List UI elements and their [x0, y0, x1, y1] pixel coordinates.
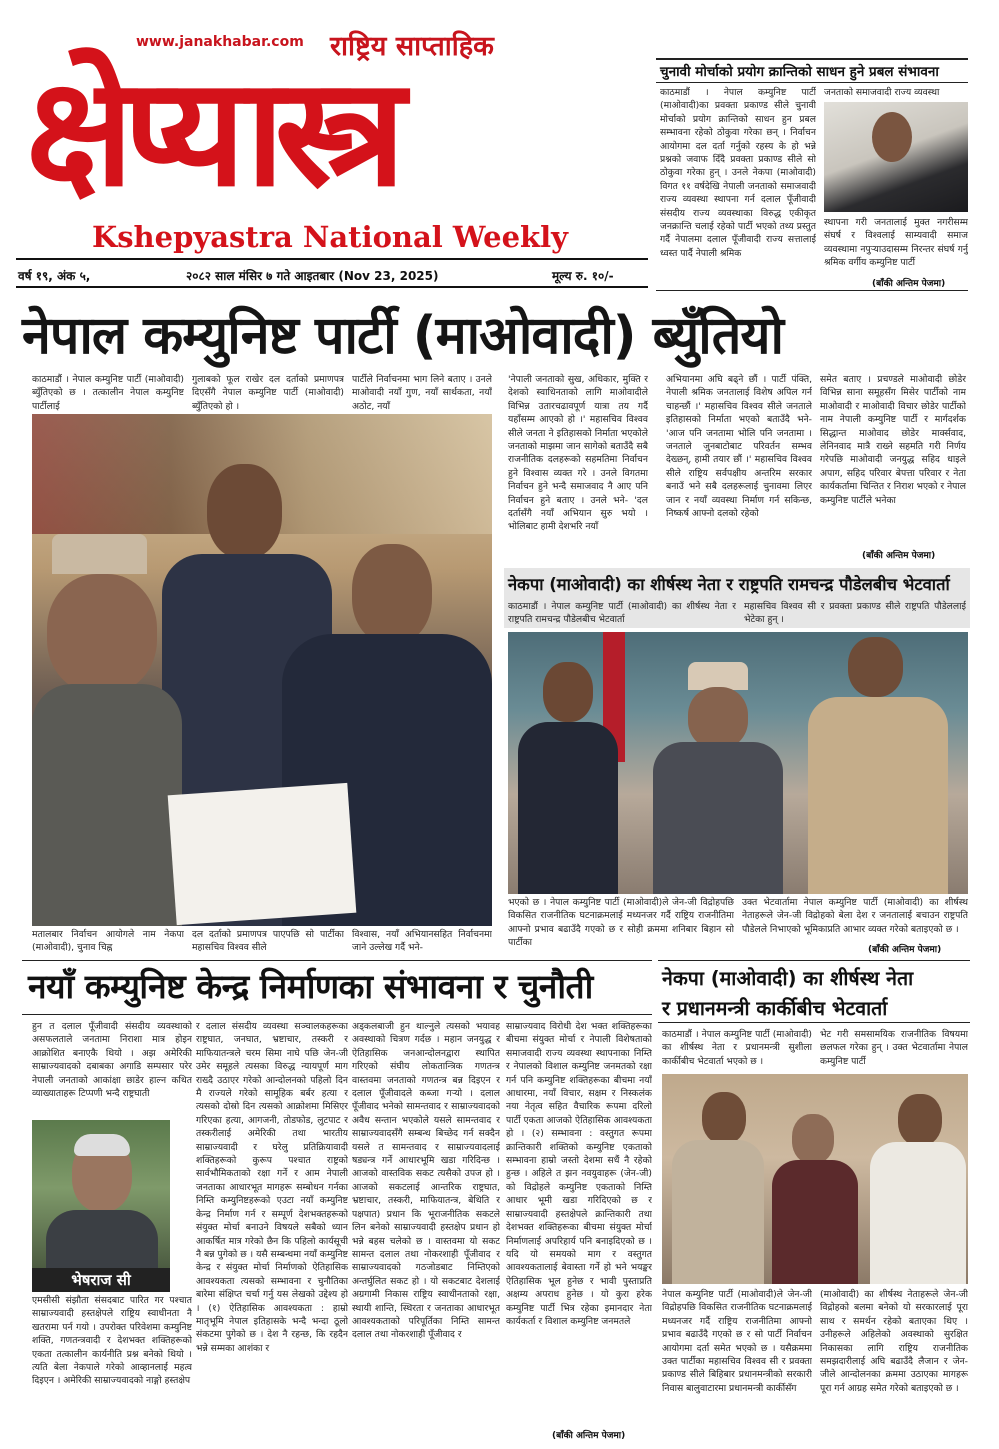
- divider: [656, 58, 968, 60]
- top-right-headline[interactable]: चुनावी मोर्चाको प्रयोग क्रान्तिको साधन हुने प्रबल संभावना: [660, 64, 939, 80]
- president-story-text: उक्त भेटवार्तामा नेपाल कम्युनिष्ट पार्टी (माओवादी) का शीर्षस्थ नेताहरूले जेन-जी विद्रोहको बेला देश र जनतालाई बचाउन राष्ट्रपति पौडेलले निभाएको भूमिकाप्रति आभार व्यक्त गरेको बताइएको छ ।: [742, 897, 968, 935]
- masthead-title-logo: क्षेप्यास्त्र: [26, 46, 396, 220]
- person-hair: [74, 1134, 130, 1156]
- person-figure: [518, 722, 618, 894]
- main-photo: [32, 414, 492, 926]
- person-figure: [848, 637, 903, 697]
- president-story-text: भएको छ । नेपाल कम्युनिष्ट पार्टी (माओवादी)ले जेन-जी विद्रोहपछि विकसित राजनीतिक घटनाक्रमलाई मध्यनजर गर्दै राष्ट्रिय राजनीतिमा आफ्नो प्रभाव बढाउँदै गएको छ र सोही क्रममा शनिबार बिहान सो पार्टीका: [508, 897, 734, 949]
- person-figure: [870, 1142, 966, 1284]
- author-name: भेषराज सी: [32, 1268, 170, 1292]
- divider: [22, 1014, 652, 1015]
- author-photo: [32, 1120, 170, 1290]
- person-figure: [32, 684, 182, 926]
- main-story-col4: 'नेपाली जनताको सुख, अधिकार, मुक्ति र देशको स्वाधिनताको लागि माओवादीले विभिन्न उतारचढावपूर्ण यात्रा तय गर्दै यहाँसम्म आएको हो ।' महासचिव विश्वव सीले जनता ने इतिहासको निर्माता भएकोले जनताको माझमा जान सागेको बताउँदै सबै राजनीतिक दलहरूको सहमतिमा निर्वाचन हुने विश्वास व्यक्त गरे । उनले विगतमा निर्वाचन हुने भन्दै समाजवाद नै आए पनि निर्वाचन हुने बताए । उनले भने- 'दल दर्तासँगै नयाँ अभियान सुरु भयो । भोलिबाट हामी देशभरि नयाँ: [508, 374, 648, 533]
- person-figure: [352, 544, 432, 644]
- person-figure: [672, 1140, 764, 1284]
- spokesperson-photo: [824, 102, 968, 212]
- main-photo-caption: विश्वास, नयाँ अभियानसहित निर्वाचनमा जाने उल्लेख गर्दै भने-: [352, 929, 492, 954]
- president-story-lead: काठमाडौं । नेपाल कम्युनिष्ट पार्टी (माओवादी) का शीर्षस्थ नेता र राष्ट्रपति रामचन्द्र पौडेलबीच भेटवार्ता: [508, 601, 736, 626]
- main-story-col5: अभियानमा अघि बढ्ने छौं । पार्टी पंक्ति, नेपाली श्रमिक जनतालाई विशेष अपिल गर्न चाहन्छौं ।' महासचिव विश्वव सीले जनताले इतिहासको निर्माता भएको बताउँदै भने- 'आज पनि जनतामा भोलि पनि जनतामा । जनताले जुनबाटोबाट परिवर्तन सम्भव देख्छन्, हामी तयार छौं ।' महासचिव विश्वव सीले राष्ट्रिय सर्वपक्षीय अन्तरिम सरकार बनाउँ भने सबै दलहरूलाई चुनावमा लिएर जान र नयाँ व्यवस्था निर्माण गर्न सकिन्छ, निष्कर्ष आफ्नो दलको रहेको: [666, 374, 812, 520]
- dhaka-topi: [688, 662, 748, 690]
- person-figure: [653, 742, 783, 894]
- divider: [656, 82, 968, 83]
- masthead-title-english: Kshepyastra National Weekly: [92, 220, 568, 254]
- top-right-text: जनताको समाजवादी राज्य व्यवस्था: [824, 87, 940, 98]
- person-figure: [808, 697, 948, 894]
- continued-notice[interactable]: (बाँकी अन्तिम पेजमा): [862, 551, 936, 561]
- issue-date: २०८२ साल मंसिर ७ गते आइतबार (Nov 23, 2025): [186, 269, 439, 283]
- president-story-lead: महासचिव विश्वव सी र प्रवक्ता प्रकाण्ड सीले राष्ट्रपति पौडेललाई भेटेका हुन् ।: [744, 601, 966, 626]
- main-story-col1: काठमाडौं । नेपाल कम्युनिष्ट पार्टी (माओवादी) ब्युँतिएको छ । तत्कालीन नेपाल कम्युनिष्ट पार्टीलाई: [32, 374, 184, 412]
- person-figure: [702, 1092, 746, 1144]
- issue-price: मूल्य रु. १०/-: [552, 269, 614, 283]
- center-story-col4: साम्राज्यवाद विरोधी देश भक्त शक्तिहरूका बीचमा संयुक्त मोर्चा र नेपाली विशेषताको समाजवादी राज्य व्यवस्था स्थापनाका निम्ति र नेपालको विशाल कम्युनिष्ट जनमतको रक्षा गर्न पनि कम्युनिष्ट शक्तिहरूका बीचमा नयाँ आधारमा, नयाँ विचार, सक्षम र निस्कलंक नया नेतृत्व सहित वैचारिक रूपमा दरिलो पार्टी एकता आजको ऐतिहासिक आवश्यकता हो । (२) सम्भावना : वस्तुगत रूपमा क्रान्तिकारी शक्तिको कम्युनिष्ट एकताको सम्भावना हाम्रो जस्तो देशमा सधैं नै रहेको हुन्छ । अहिले त झन नवयुवाहरू (जेन-जी) को विद्रोहले कम्युनिष्ट एकताको निम्ति आधार भूमी खडा गरिदिएको छ र साम्राज्यवादी हस्तक्षेपले क्रान्तिकारी तथा देशभक्त शक्तिहरूका बीचमा संयुक्त मोर्चा निर्माणलाई अपरिहार्य पनि बनाइदिएको छ । यदि यो समयको माग र वस्तुगत आवश्यकतालाई बेवास्ता गर्ने हो भने भयङ्कर ऐतिहासिक भूल हुनेछ र भावी पुस्ताप्रति अक्षम्य अपराध हुनेछ । यो कुरा हरेक कम्युनिष्ट पार्टी भित्र रहेका इमानदार नेता कार्यकर्ता र विशाल कम्युनिष्ट जनमतले: [506, 1021, 652, 1327]
- divider: [656, 290, 968, 291]
- top-right-text: स्थापना गरी जनतालाई मुक्त नगरीसम्म संघर्ष र विश्वलाई साम्यवादी समाज व्यवस्थामा नपुर्‍याउदासम्म निरन्तर संघर्ष गर्नु श्रमिक वर्गीय कम्युनिष्ट पार्टी: [824, 217, 968, 269]
- center-story-headline[interactable]: नयाँ कम्युनिष्ट केन्द्र निर्माणका संभावना र चुनौती: [28, 967, 593, 1006]
- person-figure: [792, 1114, 834, 1164]
- pm-story-lead: भेट गरी समसामयिक राजनीतिक विषयमा छलफल गरेका हुन् । उक्त भेटवार्तामा नेपाल कम्युनिष्ट पार्टी: [820, 1029, 968, 1067]
- person-figure: [898, 1094, 942, 1146]
- pm-story-headline[interactable]: नेकपा (माओवादी) का शीर्षस्थ नेता: [662, 967, 914, 990]
- person-figure: [543, 662, 593, 722]
- website-url[interactable]: www.janakhabar.com: [136, 34, 304, 50]
- pm-story-headline[interactable]: र प्रधानमन्त्री कार्कीबीच भेटवार्ता: [662, 997, 888, 1020]
- center-story-col1: हुन त दलाल पूँजीवादी संसदीय व्यवस्थाको असफलताले जनतामा निराशा मात्र होइन आक्रोशित बनाएकै थियो । अझ अमेरिकी साम्राज्यवादको दबाबका अगाडि सम्पसार परेर नेपाली जनताको आकांक्षा छाडेर हाल्न कथित व्याख्याताहरू टिप्पणी भन्दै राष्ट्रघाती: [32, 1021, 192, 1100]
- continued-notice[interactable]: (बाँकी अन्तिम पेजमा): [872, 279, 946, 289]
- main-story-col2: गुलाबको फूल राखेर दल दर्ताको प्रमाणपत्र दिएसँगै नेपाल कम्युनिष्ट पार्टी (माओवादी) ब्युँतिएको हो ।: [192, 374, 344, 412]
- pm-story-text: (माओवादी) का शीर्षस्थ नेताहरूले जेन-जी विद्रोहको बलमा बनेको यो सरकारलाई पूरा साथ र समर्थन रहेको बताएका थिए । उनीहरूले अहिलेको अवस्थाको सुरक्षित निकासका लागि राष्ट्रिय राजनीतिक समझदारीलाई अघि बढाउँदै लैजान र जेन-जीले आन्दोलनका क्रममा उठाएका मागहरू पूरा गर्न आग्रह समेत गरेको बताइएको छ ।: [820, 1289, 968, 1394]
- center-story-col3: अड्कलबाजी हुन थाल्नुले त्यसको भयावह अवस्थाको चित्रण गर्दछ । महान जनयुद्ध र ऐतिहासिक जनआन्दोलनद्वारा स्थापित गरिएको संघीय लोकतान्त्रिक गणतन्त्र वास्तवमा जनताको गणतन्त्र बन्न दिइएन र दलाल पूँजीवादले कब्जा गर्‍यो । दलाल पूँजीवाद भनेको सामन्तवाद र साम्राज्यवादको अवैध सन्तान भएकोले यसले सामन्तवाद र साम्राज्यवादसँगै सम्बन्ध बिच्छेद गर्न सक्दैन यसले त सामन्तवाद र साम्राज्यवादलाई षड्यन्त्र गर्ने आधारभूमि खडा गरिदिन्छ । आजको वास्तविक सकट त्यसैको उपज हो । आजको सकटलाई आन्तरिक राष्ट्रघात, भ्रष्टाचार, तस्करी, माफियातन्त्र, बेथिति र पक्षपात) प्रधान कि भूराजनीतिक सकटले लिन बनेको साम्राज्यवादी हस्तक्षेप प्रधान हो भन्ने बहस चलेको छ । वास्तवमा यो सकट सामन्त दलाल तथा नोकरशाही पूँजीवाद र साम्राज्यवादको गठजोडबाट निम्तिएको अन्तर्घुलित सकट हो । यो सकटबाट देशलाई अग्रगामी निकास राष्ट्रिय स्वाधीनताको रक्षा, स्थायी शान्ति, स्थिरता र जनताका आधारभूत आवश्यकताको परिपूर्तिका निम्ति सामन्त दलाल तथा नोकरशाही पूँजीवाद र: [352, 1021, 500, 1341]
- president-story-headline[interactable]: नेकपा (माओवादी) का शीर्षस्थ नेता र राष्ट्रपति रामचन्द्र पौडेलबीच भेटवार्ता: [508, 575, 950, 594]
- person-figure: [47, 574, 157, 694]
- continued-notice[interactable]: (बाँकी अन्तिम पेजमा): [552, 1431, 626, 1441]
- president-meeting-photo: [508, 632, 968, 894]
- person-figure: [207, 464, 282, 559]
- masthead-kicker: राष्ट्रिय साप्ताहिक: [330, 31, 494, 62]
- issue-info-bar: [16, 258, 648, 288]
- issue-number: वर्ष १९, अंक ५,: [18, 269, 91, 283]
- center-story-col1b: एमसीसी संझौता संसदबाट पारित गर पश्चात साम्राज्यवादी हस्तक्षेपले राष्ट्रिय स्वाधीनता नै खतरामा पर्न गयो । उपरोक्त परिवेशमा कम्युनिष्ट शक्ति, गणतन्त्रवादी र देशभक्त शक्तिहरूको एकता तत्कालीन कार्यनीति प्रश्न बनेको थियो । त्यति बेला नेकपाले गरेको आव्हानलाई महत्व दिइएन । अमेरिकी साम्राज्यवादको नाङ्गो हस्तक्षेप: [32, 1295, 192, 1387]
- top-right-text: काठमाडौं । नेपाल कम्युनिष्ट पार्टी (माओवादी)का प्रवक्ता प्रकाण्ड सीले चुनावी मोर्चाको प्रयोग क्रान्तिको साधन हुन प्रबल सम्भावना रहेको ठोकुवा गरेका छन् । निर्वाचन आयोगमा दल दर्ता गर्नुको रहस्य के हो भन्ने प्रश्नको जवाफ दिँदै प्रवक्ता प्रकाण्ड सीले सो ठोकुवा गरेका हुन् । उनले नेकपा (माओवादी) विगत ११ वर्षदेखि नेपाली जनताको समाजवादी राज्य व्यवस्था स्थापना गर्न दलाल पूँजीवादी संसदीय राज्य व्यवस्थाका विरुद्ध एकीकृत जनक्रान्ति चलाई रहेको पार्टी भएको तथ्य प्रस्तुत गर्दै नेपालमा दलाल पूँजीवादी राज्य सत्तालाई ध्वस्त पार्दै नेपाली श्रमिक: [660, 87, 816, 259]
- person-figure: [872, 112, 912, 162]
- main-story-col3: पार्टीले निर्वाचनमा भाग लिने बताए । उनले माओवादी नयाँ गुण, नयाँ सार्थकता, नयाँ अठोट, नयाँ: [352, 374, 492, 412]
- person-figure: [688, 687, 748, 749]
- main-photo-caption: दल दर्ताको प्रमाणपत्र पाएपछि सो पार्टीका महासचिव विश्वव सीले: [192, 929, 344, 954]
- divider: [658, 960, 970, 961]
- pm-story-lead: काठमाडौं । नेपाल कम्युनिष्ट पार्टी (माओवादी) का शीर्षस्थ नेता र प्रधानमन्त्री सुशीला कार्कीबीच भेटवार्ता भएको छ ।: [662, 1029, 812, 1067]
- continued-notice[interactable]: (बाँकी अन्तिम पेजमा): [868, 945, 942, 955]
- main-story-col6: समेत बताए । प्रचण्डले माओवादी छोडेर विभिन्न साना समूहसँग मिसेर पार्टीको नाम माओवादी र माओवादी विचार छोडेर पार्टीको नाम नेपाली कम्युनिष्ट पार्टी र मार्गदर्शक सिद्धान्त माओवाद छोडेर मार्क्सवाद, लेनिनवाद मात्रै राख्ने सहमति गरी निर्णय गरेपछि माओवादी जनयुद्ध सहिद धाइले अपाग, सहिद परिवार बेपत्ता परिवार र नेता कार्यकर्तामा चिन्तित र निराश भएको र नेपाल कम्युनिष्ट पार्टीले भनेका: [820, 374, 966, 506]
- pm-meeting-photo: [662, 1074, 968, 1284]
- person-figure: [772, 1160, 858, 1284]
- main-photo-caption: मतालबार निर्वाचन आयोगले नाम नेकपा (माओवादी), चुनाव चिह्न: [32, 929, 184, 954]
- dhaka-topi: [52, 534, 147, 574]
- main-headline[interactable]: नेपाल कम्युनिष्ट पार्टी (माओवादी) ब्युँतियो: [22, 306, 783, 366]
- divider: [22, 960, 652, 961]
- pm-story-text: नेपाल कम्युनिष्ट पार्टी (माओवादी)ले जेन-जी विद्रोहपछि विकसित राजनीतिक घटनाक्रमलाई मध्यनजर गर्दै राष्ट्रिय राजनीतिमा आफ्नो प्रभाव बढाउँदै गएको छ र सो पार्टी निर्वाचन आयोगमा दर्ता समेत भएको छ । यसैक्रममा उक्त पार्टीका महासचिव विश्वव सी र प्रवक्ता प्रकाण्ड सीले बिहिबार प्रधानमन्त्रीको सरकारी निवास बालुवाटारमा प्रधानमन्त्री कार्कीसँग: [662, 1289, 812, 1394]
- registration-certificate: [168, 783, 357, 925]
- divider: [658, 1022, 970, 1023]
- center-story-col2: र दलाल संसदीय व्यवस्था सञ्चालकहरूका राष्ट्रघात, जनघात, भ्रष्टाचार, तस्करी र माफियातन्त्रले चरम सिमा नाघे पछि जेन-जी उमेर समूहले त्यसका विरुद्ध न्यायपूर्ण माग राख्दै उठाएर गरेको आन्दोलनको पहिलो दिन मै राज्यले गरेको सामूहिक बर्बर हत्या र त्यसको दोस्रो दिन त्यसको आक्रोशमा मिसिएर गरिएका हत्या, आगजनी, तोडफोड, लुटपाट र तस्करीलाई अमेरिकी तथा भारतीय साम्राज्यवादी र घरेलु प्रतिक्रियावादी शक्तिहरूको कुरूप पश्चात राष्ट्रको सार्वभौमिकताको रक्षा गर्ने र आम नेपाली जनताका आधारभूत मागहरू सम्बोधन गर्नका निम्ति कम्युनिष्टहरूको एउटा नयाँ कम्युनिष्ट केन्द्र निर्माण गर्न र सम्पूर्ण देशभक्तहरूको संयुक्त मोर्चा बनाउने विषयले सबैको ध्यान आकर्षित मात्र गरेको छैन कि पहिलो कार्यसूची नै बन्न पुगेको छ । यसै सम्बन्धमा नयाँ कम्युनिष्ट केन्द्र र संयुक्त मोर्चा निर्माणको ऐतिहासिक आवश्यकता त्यसको सम्भावना र चुनौतिका बारेमा संक्षिप्त चर्चा गर्नु यस लेखको उद्देश्य हो । (१) ऐतिहासिक आवश्यकता : हाम्रो मातृभूमि नेपाल इतिहासके भन्दै भन्दा ठूलो संकटमा पुगेको छ । देश नै रहन्छ, कि रहदैन भन्ने सम्मका आशंका र: [196, 1021, 348, 1354]
